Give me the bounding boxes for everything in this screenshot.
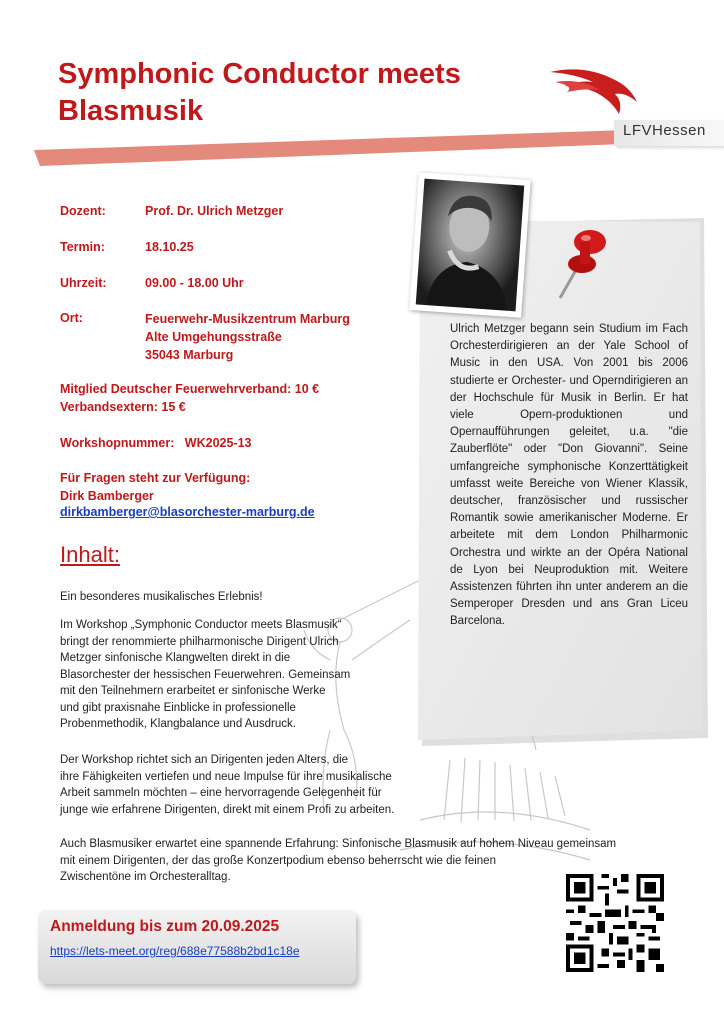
paragraph-line: ihre Fähigkeiten vertiefen und neue Impulse für ihre musikalische [60, 770, 392, 783]
page-title [58, 56, 518, 130]
logo-text: LFVHessen [623, 122, 706, 139]
contact [60, 469, 250, 505]
conductor-portrait-photo [409, 172, 530, 317]
qr-code-icon[interactable] [566, 874, 664, 972]
content-paragraph-1 [60, 617, 350, 733]
lfv-eagle-logo-icon [545, 62, 640, 117]
termin-value: 18.10.25 [145, 240, 194, 254]
paragraph-line: junge wie erfahrene Dirigenten, direkt mit einem Profi zu arbeiten. [60, 803, 395, 816]
fee-external: Verbandsextern: 15 € [60, 400, 186, 414]
fees [60, 380, 319, 416]
workshop-number-value: WK2025-13 [184, 436, 252, 450]
content-intro: Ein besonderes musikalisches Erlebnis! [60, 591, 263, 603]
paragraph-line: mit einem Dirigenten, der das große Konzertpodium ebenso beherrscht wie die feinen [60, 854, 496, 867]
ort-line: 35043 Marburg [145, 348, 234, 362]
contact-email-link[interactable]: dirkbamberger@blasorchester-marburg.de [60, 505, 315, 519]
title-line-1: Symphonic Conductor meets [58, 58, 461, 90]
termin-row [60, 240, 194, 254]
paragraph-line: Arbeit sammeln möchten – eine hervorragende Gelegenheit für [60, 787, 382, 799]
contact-name: Dirk Bamberger [60, 489, 154, 503]
paragraph-line: bringt der renommierte philharmonische Dirigent Ulrich [60, 635, 339, 648]
paragraph-line: Probenmethodik, Klangbalance und Ausdruck. [60, 718, 296, 730]
content-heading: Inhalt: [60, 542, 120, 567]
workshop-number-label: Workshopnummer: [60, 436, 175, 450]
workshop-number [60, 434, 252, 452]
red-pushpin-icon [552, 212, 622, 302]
ort-address [145, 310, 350, 364]
content-paragraph-3 [60, 836, 616, 886]
title-line-2: Blasmusik [58, 95, 204, 127]
ort-line: Alte Umgehungsstraße [145, 330, 282, 344]
dozent-label: Dozent: [60, 204, 106, 218]
portrait-image [416, 179, 525, 312]
paragraph-line: Auch Blasmusiker erwartet eine spannende Erfahrung: Sinfonische Blasmusik auf hohem Niveau gemeinsam [60, 838, 617, 850]
bio-text: Ulrich Metzger begann sein Studium im Fach Orchesterdirigieren an der Yale School of Music in den USA. Von 2001 bis 2006 studierte er Orchester- und Operndirigieren an der Hochschule für Musik in Berlin. Er hat viele Opern-produktionen und Opernaufführungen geleitet, u.a. "die Zauberflöte" oder "Don Giovanni". Seine umfangreiche symphonische Konzerttätigkeit umfasst weite Bereiche von Wiener Klassik, deutscher, französischer und russischer Romantik sowie amerikanischer Moderne. Er arbeitete mit dem London Philharmonic Orchestra und wirkte an der Opéra National de Lyon bei Neuproduktion mit. Weitere Assistenzen führten ihn unter anderem an die Semperoper Dresden und ans Gran Liceu Barcelona. [450, 323, 688, 628]
termin-label: Termin: [60, 240, 105, 254]
fee-member: Mitglied Deutscher Feuerwehrverband: 10 € [60, 382, 320, 396]
dozent-row [60, 204, 283, 218]
ort-label: Ort: [60, 311, 83, 325]
ort-label-row [60, 311, 145, 325]
paragraph-line: und gibt praxisnahe Einblicke in professionelle [60, 701, 296, 714]
uhrzeit-label: Uhrzeit: [60, 276, 107, 290]
paragraph-line: Der Workshop richtet sich an Dirigenten jeden Alters, die [60, 754, 349, 766]
brush-stroke-decoration [32, 128, 627, 168]
uhrzeit-row [60, 276, 244, 290]
portrait-silhouette-icon [416, 179, 525, 312]
content-paragraph-2 [60, 752, 394, 818]
paragraph-line: mit den Teilnehmern erarbeitet er sinfonische Werke [60, 685, 326, 697]
ort-line: Feuerwehr-Musikzentrum Marburg [145, 312, 350, 326]
paragraph-line: Im Workshop „Symphonic Conductor meets Blasmusik“ [60, 619, 342, 631]
registration-link[interactable]: https://lets-meet.org/reg/688e77588b2bd1c18e [50, 944, 300, 958]
paragraph-line: Zwischentöne im Orchesteralltag. [60, 871, 231, 883]
contact-question: Für Fragen steht zur Verfügung: [60, 471, 251, 485]
paragraph-line: Metzger sinfonische Klangwelten direkt in die [60, 652, 291, 664]
dozent-value: Prof. Dr. Ulrich Metzger [145, 204, 284, 218]
paragraph-line: Blasorchester der hessischen Feuerwehren. Gemeinsam [60, 668, 351, 681]
uhrzeit-value: 09.00 - 18.00 Uhr [145, 276, 244, 290]
registration-deadline: Anmeldung bis zum 20.09.2025 [50, 918, 280, 935]
